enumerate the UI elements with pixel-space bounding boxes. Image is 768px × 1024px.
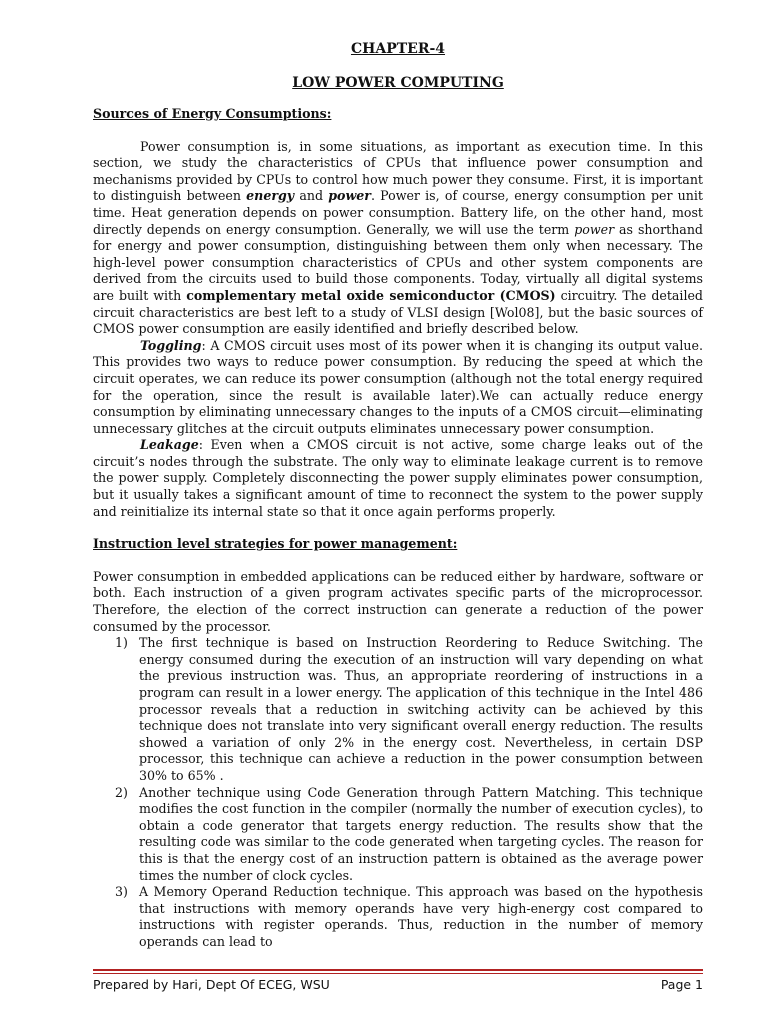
text-run: circuitry. The detailed circuit characteristics are best left to a study of VLSI design [Wol08], but the basic sources of CMOS power consumption are easily identified and briefly described below. (93, 287, 703, 337)
list-item-text: Another technique using Code Generation through Pattern Matching. This technique modifies the cost function in the compiler (normally the number of execution cycles), to obtain a code generator that targets energy reduction. The results show that the resulting code was similar to the code generated when targeting cycles. The reason for this is that the energy cost of an instruction pattern is obtained as the average power times the number of clock cycles. (139, 784, 703, 883)
document-page (93, 40, 703, 951)
section-heading-energy-sources: Sources of Energy Consumptions: (93, 106, 332, 121)
list-item (93, 635, 703, 784)
term-cmos: complementary metal oxide semiconductor (CMOS) (186, 287, 556, 303)
term-leakage: Leakage (140, 437, 199, 453)
chapter-heading: CHAPTER-4 (350, 41, 446, 57)
term-toggling: Toggling (140, 337, 202, 353)
page-footer (93, 977, 703, 992)
list-item-number: 2) (115, 784, 128, 800)
text-run: : Even when a CMOS circuit is not active, some charge leaks out of the circuit’s nodes through the substrate. The only way to eliminate leakage current is to remove the power supply. Completely disconnecting the power supply eliminates power consumption, but it usually takes a significant amount of time to reconnect the system to the power supply and reinitialize its internal state so that it once again performs properly. (93, 437, 703, 519)
footer-rule-thick (93, 969, 703, 971)
term-power-italic: power (574, 221, 615, 237)
chapter-title: LOW POWER COMPUTING (292, 75, 504, 91)
list-item (93, 884, 703, 950)
paragraph-toggling (93, 338, 703, 438)
footer-rule-thin (93, 973, 703, 974)
text-run: Power consumption is, in some situations, as important as execution time. In this section, we study the characteristics of CPUs that influence power consumption and mechanisms provided by CPUs to control how much power they consume. First, it is important to distinguish between (93, 138, 703, 204)
paragraph-leakage (93, 437, 703, 520)
text-run: : A CMOS circuit uses most of its power when it is changing its output value. This provides two ways to reduce power consumption. By reducing the speed at which the circuit operates, we can reduce its power consumption (although not the total energy required for the operation, since the result is available later).We can actually reduce energy consumption by eliminating unnecessary changes to the inputs of a CMOS circuit—eliminating unnecessary glitches at the circuit outputs eliminates unnecessary power consumption. (93, 337, 703, 436)
text-run: . Power is, of course, energy consumption per unit time. Heat generation depends on power consumption. Battery life, on the other hand, most directly depends on energy consumption. Generally, we will use the term (93, 188, 703, 237)
list-item-number: 3) (115, 884, 128, 900)
text-run: and (294, 188, 329, 204)
text-run: as shorthand for energy and power consumption, distinguishing between them only when necessary. The high-level power consumption characteristics of CPUs and other system components are derived from the circuits used to build those components. Today, virtually all digital systems are built with (93, 221, 703, 303)
list-item-text: The first technique is based on Instruction Reordering to Reduce Switching. The energy consumed during the execution of an instruction will vary depending on what the previous instruction was. Thus, an appropriate reordering of instructions in a program can result in a lower energy. The application of this technique in the Intel 486 processor reveals that a reduction in switching activity can be achieved by this technique does not translate into very significant overall energy reduction. The results showed a variation of only 2% in the energy cost. Nevertheless, in certain DSP processor, this technique can achieve a reduction in the power consumption between 30% to 65% . (139, 635, 703, 783)
list-item-text: A Memory Operand Reduction technique. This approach was based on the hypothesis that instructions with memory operands have very high-energy cost compared to instructions with register operands. Thus, reduction in the number of memory operands can lead to (139, 884, 703, 949)
section-heading-instruction-strategies: Instruction level strategies for power management: (93, 536, 458, 552)
footer-page-number: Page 1 (660, 977, 703, 992)
paragraph-power-consumption (93, 139, 703, 338)
list-item-number: 1) (115, 635, 128, 651)
footer-author: Prepared by Hari, Dept Of ECEG, WSU (93, 977, 330, 992)
term-power: power (328, 188, 371, 204)
list-item (93, 785, 703, 885)
strategy-list (93, 635, 703, 950)
term-energy: energy (246, 188, 295, 204)
paragraph-instruction-intro: Power consumption in embedded applications can be reduced either by hardware, software or both. Each instruction of a given program activates specific parts of the microprocessor. Therefore, the election of the correct instruction can generate a reduction of the power consumed by the processor. (93, 568, 703, 634)
